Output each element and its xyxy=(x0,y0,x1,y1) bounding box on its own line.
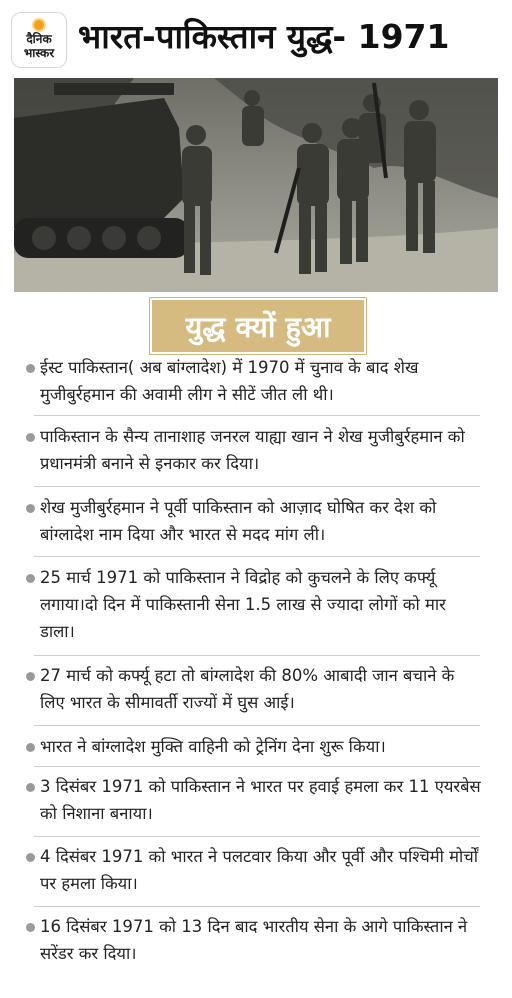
bullet-icon xyxy=(26,504,35,513)
list-item-text: पाकिस्तान के सैन्य तानाशाह जनरल याह्या खान ने शेख मुजीबुर्रहमान को प्रधानमंत्री बनाने से इनकार कर दिया। xyxy=(40,427,465,473)
list-item xyxy=(24,843,482,897)
dainik-bhaskar-logo xyxy=(11,12,67,68)
list-item-text: 25 मार्च 1971 को पाकिस्तान ने विद्रोह को कुचलने के लिए कर्फ्यू लगाया।दो दिन में पाकिस्तानी सेना 1.5 लाख से ज्यादा लोगों को मार डाला। xyxy=(40,568,446,641)
divider xyxy=(34,486,480,487)
bullet-icon xyxy=(26,574,35,583)
list-item xyxy=(24,423,482,477)
bullet-icon xyxy=(26,743,35,752)
page-title: भारत-पाकिस्तान युद्ध- 1971 xyxy=(78,17,450,56)
list-item-text: भारत ने बांग्लादेश मुक्ति वाहिनी को ट्रेनिंग देना शुरू किया। xyxy=(40,737,386,756)
bullet-icon xyxy=(26,853,35,862)
divider xyxy=(34,906,480,907)
list-item-text: 27 मार्च को कर्फ्यू हटा तो बांग्लादेश की 80% आबादी जान बचाने के लिए भारत के सीमावर्ती राज्यों में घुस आई। xyxy=(40,666,455,712)
bullet-icon xyxy=(26,364,35,373)
bullet-icon xyxy=(26,783,35,792)
bullet-icon xyxy=(26,433,35,442)
logo-line-2: भास्कर xyxy=(23,46,55,60)
list-item-text: 16 दिसंबर 1971 को 13 दिन बाद भारतीय सेना के आगे पाकिस्तान ने सरेंडर कर दिया। xyxy=(40,917,468,963)
list-item xyxy=(24,733,482,760)
list-item xyxy=(24,494,482,548)
divider xyxy=(34,415,480,416)
divider xyxy=(34,556,480,557)
list-item xyxy=(24,564,482,645)
sun-icon xyxy=(34,20,44,30)
list-item-text: शेख मुजीबुर्रहमान ने पूर्वी पाकिस्तान को आज़ाद घोषित कर देश को बांग्लादेश नाम दिया और भारत से मदद मांग ली। xyxy=(40,498,437,544)
section-heading: युद्ध क्यों हुआ xyxy=(150,298,366,354)
list-item xyxy=(24,662,482,716)
list-item xyxy=(24,773,482,827)
list-item xyxy=(24,913,482,967)
divider xyxy=(34,725,480,726)
list-item xyxy=(24,354,482,408)
divider xyxy=(34,655,480,656)
header xyxy=(0,0,512,76)
section-heading-wrap xyxy=(0,298,512,358)
divider xyxy=(34,766,480,767)
bullet-icon xyxy=(26,672,35,681)
list-item-text: ईस्ट पाकिस्तान( अब बांग्लादेश) में 1970 में चुनाव के बाद शेख मुजीबुर्रहमान की अवामी लीग ने सीटें जीत ली थी। xyxy=(40,358,419,404)
list-item-text: 3 दिसंबर 1971 को पाकिस्तान ने भारत पर हवाई हमला कर 11 एयरबेस को निशाना बनाया। xyxy=(40,777,481,823)
divider xyxy=(34,836,480,837)
war-photo xyxy=(14,78,498,292)
list-item-text: 4 दिसंबर 1971 को भारत ने पलटवार किया और पूर्वी और पश्चिमी मोर्चों पर हमला किया। xyxy=(40,847,479,893)
bullet-icon xyxy=(26,923,35,932)
logo-line-1: दैनिक xyxy=(26,32,52,46)
